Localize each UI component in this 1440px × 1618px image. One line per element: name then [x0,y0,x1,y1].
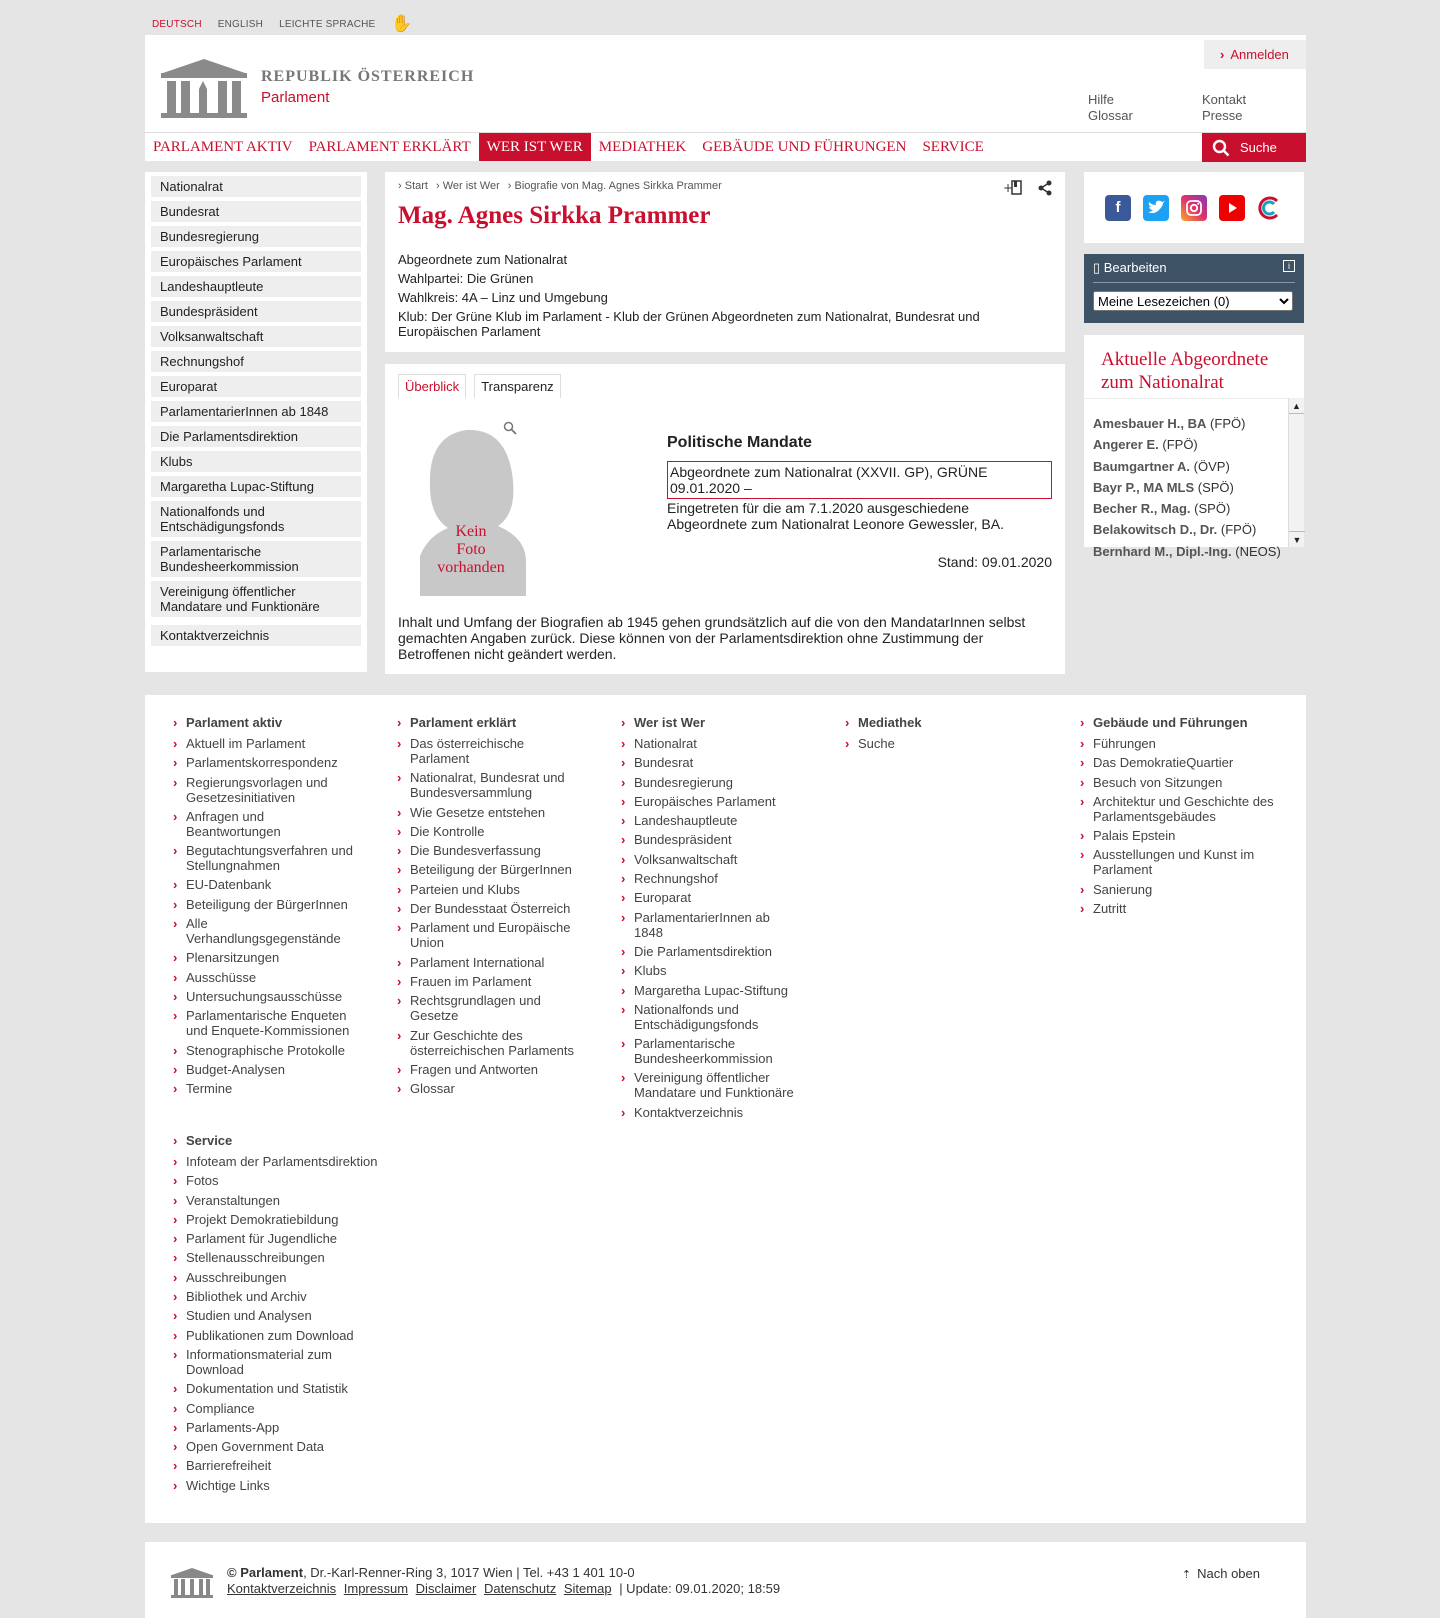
sidebar-item-margaretha-lupac-stiftung[interactable]: Margaretha Lupac-Stiftung [151,476,361,497]
footer-bottom [145,1542,1306,1618]
footer-link[interactable]: › Das DemokratieQuartier [1080,755,1275,770]
tab-transparenz[interactable]: Transparenz [474,374,561,398]
nav-parlament-erklaert[interactable]: PARLAMENT ERKLÄRT [308,139,471,155]
footer-link[interactable]: › Nationalfonds und Entschädigungsfonds [621,1002,801,1032]
footer-link[interactable]: › Die Parlamentsdirektion [621,944,801,959]
profile-panel [385,172,1065,352]
mp-name: Belakowitsch D., Dr. [1093,522,1218,538]
footer-heading[interactable]: › Gebäude und Führungen [1080,715,1275,730]
sidebar-item-volksanwaltschaft[interactable]: Volksanwaltschaft [151,326,361,347]
footer-link[interactable]: › Wichtige Links [173,1478,393,1493]
footer-col-parlament-erklaert [397,715,577,1100]
footer-link[interactable]: › Nationalrat [621,736,801,751]
mp-list-item[interactable] [1093,519,1279,540]
sidebar-item-bundesregierung[interactable]: Bundesregierung [151,226,361,247]
sidebar-item-rechnungshof[interactable]: Rechnungshof [151,351,361,372]
footer-link[interactable]: › Termine [173,1081,358,1096]
mp-party: (SPÖ) [1197,479,1234,495]
mandate-line2: 09.01.2020 – [670,480,752,496]
twitter-icon[interactable] [1143,195,1169,221]
footer-link[interactable]: › Volksanwaltschaft [621,852,801,867]
footer-link[interactable]: › Rechnungshof [621,871,801,886]
lang-easy-link[interactable]: LEICHTE SPRACHE [279,18,376,30]
photo-text-2: Foto [456,541,486,558]
photo-text-1: Kein [455,523,487,540]
footer-link[interactable]: › Studien und Analysen [173,1308,393,1323]
sidebar-item-nationalrat[interactable]: Nationalrat [151,176,361,197]
logo-line1: REPUBLIK ÖSTERREICH [261,68,475,85]
sidebar-item-parlamentarische-bundesheerkommission[interactable]: Parlamentarische Bundesheerkommission [151,541,361,577]
main-nav [145,132,1306,161]
footer-link-impressum[interactable]: Impressum [343,1581,409,1596]
footer-link[interactable]: › Dokumentation und Statistik [173,1381,393,1396]
mps-scrollbar[interactable]: ▲ ▼ [1288,398,1304,547]
page-tools [1003,180,1053,196]
mp-list-item[interactable] [1093,477,1279,498]
mp-list-item[interactable] [1093,541,1279,562]
footer-link[interactable]: › Die Kontrolle [397,824,577,839]
footer-link[interactable]: › Stellenausschreibungen [173,1250,393,1265]
mp-name: Becher R., Mag. [1093,501,1191,517]
mp-party: (ÖVP) [1193,458,1230,474]
mp-party: (FPÖ) [1210,416,1246,431]
footer-link[interactable]: › Untersuchungsausschüsse [173,989,358,1004]
footer-sitemap [145,695,1306,1523]
mp-list-item[interactable] [1093,456,1279,477]
footer-col-mediathek [845,715,1025,755]
sidebar-item-bundesrat[interactable]: Bundesrat [151,201,361,222]
mp-name: Angerer E. [1093,437,1159,453]
overview-panel [385,364,1065,674]
footer-link[interactable]: › Das österreichische Parlament [397,736,577,766]
arrow-up-icon: ⇡ [1181,1569,1192,1581]
share-icon[interactable] [1037,180,1053,196]
page-title: Mag. Agnes Sirkka Prammer [398,202,711,229]
footer-link[interactable]: › Fragen und Antworten [397,1062,577,1077]
biography-disclaimer: Inhalt und Umfang der Biografien ab 1945 gehen grundsätzlich auf die von den MandatarInnen selbst gemachten Angaben zurück. Diese können von der Parlamentsdirektion ohne Zustimmung der Betroffenen nicht geändert werden. [398,614,1026,662]
footer-link[interactable]: › Kontaktverzeichnis [621,1105,801,1120]
bearbeiten-title: ▯ Bearbeiten [1093,260,1167,275]
sidebar-item-nationalfonds-und-entschaedigungsfonds[interactable]: Nationalfonds und Entschädigungsfonds [151,501,361,537]
nav-mediathek[interactable]: MEDIATHEK [598,139,687,155]
mandate-stand: Stand: 09.01.2020 [937,554,1052,570]
footer-link[interactable]: › Die Bundesverfassung [397,843,577,858]
current-mps-list[interactable] [1084,398,1288,559]
footer-link-disclaimer[interactable]: Disclaimer [415,1581,477,1596]
footer-link[interactable]: › Parlamentarische Bundesheerkommission [621,1036,801,1066]
profile-wahlkreis: Wahlkreis: 4A – Linz und Umgebung [398,290,608,305]
parliament-small-logo [170,1566,214,1598]
profile-info [398,250,1052,339]
sidebar [145,172,367,672]
mp-name: Amesbauer H., BA [1093,416,1207,431]
toplinks-right [1202,92,1246,124]
footer-heading[interactable]: › Wer ist Wer [621,715,801,730]
parliament-building-icon [159,55,249,119]
lang-de-link[interactable]: DEUTSCH [152,18,202,30]
footer-heading[interactable]: › Parlament aktiv [173,715,358,730]
youtube-icon[interactable] [1219,195,1245,221]
footer-link[interactable]: › Europäisches Parlament [621,794,801,809]
tab-ueberblick[interactable]: Überblick [398,374,466,398]
footer-link[interactable]: › Palais Epstein [1080,828,1275,843]
language-bar [152,14,413,34]
footer-link[interactable]: › Nationalrat, Bundesrat und Bundesversammlung [397,770,577,800]
footer-link[interactable]: › Parlament und Europäische Union [397,920,577,950]
footer-link[interactable]: › Landeshauptleute [621,813,801,828]
tab-bar [398,374,1052,398]
instagram-icon[interactable] [1181,195,1207,221]
footer-link[interactable]: › Fotos [173,1173,393,1188]
nav-wer-ist-wer[interactable]: WER IST WER [479,133,591,161]
bookmark-add-icon[interactable] [1003,180,1023,196]
footer-link[interactable]: › Regierungsvorlagen und Gesetzesinitiativen [173,775,358,805]
sign-language-icon[interactable]: ✋ [391,14,413,33]
mp-party: (FPÖ) [1220,522,1257,538]
footer-link[interactable]: › Parlamentskorrespondenz [173,755,358,770]
footer-link[interactable]: › Europarat [621,890,801,905]
bookmarks-select[interactable] [1093,291,1293,311]
login-button[interactable]: › Anmelden [1204,40,1306,69]
footer-link[interactable]: › Vereinigung öffentlicher Mandatare und Funktionäre [621,1070,801,1100]
footer-text [227,1565,780,1597]
footer-link[interactable]: › Frauen im Parlament [397,974,577,989]
footer-link[interactable]: › Parlament für Jugendliche [173,1231,393,1246]
footer-link[interactable]: › Wie Gesetze entstehen [397,805,577,820]
footer-col-parlament-aktiv [173,715,358,1100]
nav-service[interactable]: SERVICE [922,139,984,155]
footer-link[interactable]: › Bibliothek und Archiv [173,1289,393,1304]
footer-link[interactable]: › Open Government Data [173,1439,393,1454]
mp-list-item[interactable] [1093,413,1279,434]
mp-list-item[interactable] [1093,498,1279,519]
sidebar-item-parlamentarierinnen-ab-1848[interactable]: ParlamentarierInnen ab 1848 [151,401,361,422]
breadcrumb [398,180,1052,192]
site-header [145,35,1306,161]
mp-name: Bayr P., MA MLS [1093,479,1195,495]
mp-list-item[interactable] [1093,434,1279,455]
footer-link[interactable]: › EU-Datenbank [173,877,358,892]
footer-link[interactable]: › Parteien und Klubs [397,882,577,897]
footer-link[interactable]: › Infoteam der Parlamentsdirektion [173,1154,393,1169]
mp-party: (NEOS) [1235,543,1281,559]
photo-text-3: vorhanden [437,559,505,576]
footer-link[interactable]: › Veranstaltungen [173,1193,393,1208]
footer-link[interactable]: › Der Bundesstaat Österreich [397,901,577,916]
footer-link-sitemap[interactable]: Sitemap [563,1581,612,1596]
bearbeiten-panel [1084,254,1304,323]
sidebar-item-europarat[interactable]: Europarat [151,376,361,397]
footer-link-kontakt[interactable]: Kontaktverzeichnis [227,1581,337,1596]
info-icon[interactable]: i [1283,260,1295,272]
footer-link[interactable]: › Glossar [397,1081,577,1096]
mandate-heading: Politische Mandate [667,434,812,451]
sidebar-item-europaeisches-parlament[interactable]: Europäisches Parlament [151,251,361,272]
footer-link[interactable]: › Architektur und Geschichte des Parlamentsgebäudes [1080,794,1275,824]
glossar-link[interactable]: Glossar [1088,108,1133,123]
footer-col-gebaeude-und-fuehrungen [1080,715,1275,920]
zoom-icon[interactable] [503,421,517,435]
demokratie-icon[interactable] [1257,195,1283,221]
footer-link[interactable]: › Parlaments-App [173,1420,393,1435]
footer-link[interactable]: › Parlamentarische Enqueten und Enquete-Kommissionen [173,1008,358,1038]
mandate-section [667,434,1052,570]
footer-link[interactable]: › Klubs [621,963,801,978]
footer-heading[interactable]: › Parlament erklärt [397,715,577,730]
footer-update: | Update: 09.01.2020; 18:59 [619,1581,781,1596]
back-to-top-link[interactable]: ⇡ Nach oben [1181,1566,1260,1581]
footer-link[interactable]: › Bundespräsident [621,832,801,847]
footer-link[interactable]: › Publikationen zum Download [173,1328,393,1343]
breadcrumb-start[interactable]: › Start [398,180,428,192]
parliament-logo[interactable] [159,55,474,119]
footer-link[interactable]: › Führungen [1080,736,1275,751]
footer-address: , Dr.-Karl-Renner-Ring 3, 1017 Wien | Tel. +43 1 401 10-0 [303,1565,635,1580]
sidebar-item-landeshauptleute[interactable]: Landeshauptleute [151,276,361,297]
footer-col-service [173,1133,393,1497]
social-links [1084,172,1304,243]
sidebar-item-bundespraesident[interactable]: Bundespräsident [151,301,361,322]
mandate-box [667,461,1052,499]
current-mps-panel [1084,335,1304,559]
footer-link[interactable]: › ParlamentarierInnen ab 1848 [621,910,801,940]
profile-role: Abgeordnete zum Nationalrat [398,252,568,267]
profile-klub: Klub: Der Grüne Klub im Parlament - Klub der Grünen Abgeordneten zum Nationalrat, Bundesrat und Europäischen Parlament [398,309,980,339]
footer-link[interactable]: › Margaretha Lupac-Stiftung [621,983,801,998]
footer-link[interactable]: › Ausstellungen und Kunst im Parlament [1080,847,1275,877]
nav-gebaeude[interactable]: GEBÄUDE UND FÜHRUNGEN [702,139,907,155]
mp-name: Bernhard M., Dipl.-Ing. [1093,543,1232,559]
footer-link[interactable]: › Barrierefreiheit [173,1458,393,1473]
footer-link[interactable]: › Begutachtungsverfahren und Stellungnahmen [173,843,358,873]
sidebar-item-vereinigung-oeffentlicher-mandatare-und-funktionaere[interactable]: Vereinigung öffentlicher Mandatare und Funktionäre [151,581,361,617]
sidebar-item-kontaktverzeichnis[interactable]: Kontaktverzeichnis [151,625,361,646]
mandate-line1: Abgeordnete zum Nationalrat (XXVII. GP), GRÜNE [670,464,988,480]
profile-partei: Wahlpartei: Die Grünen [398,271,534,286]
footer-link[interactable]: › Stenographische Protokolle [173,1043,358,1058]
footer-link[interactable]: › Zutritt [1080,901,1275,916]
footer-link[interactable]: › Suche [845,736,1025,751]
footer-copyright: © Parlament [227,1565,304,1580]
footer-link[interactable]: › Ausschreibungen [173,1270,393,1285]
kontakt-link[interactable]: Kontakt [1202,92,1247,107]
facebook-icon[interactable]: f [1105,195,1131,221]
toplinks-left [1088,92,1133,124]
presse-link[interactable]: Presse [1202,108,1243,123]
footer-link[interactable]: › Alle Verhandlungsgegenstände [173,916,358,946]
mandate-note: Eingetreten für die am 7.1.2020 ausgeschiedene Abgeordnete zum Nationalrat Leonore Gewessler, BA. [667,500,1004,532]
footer-link[interactable]: › Beteiligung der BürgerInnen [397,862,577,877]
footer-link[interactable]: › Zur Geschichte des österreichischen Parlaments [397,1028,577,1058]
footer-link[interactable]: › Besuch von Sitzungen [1080,775,1275,790]
hilfe-link[interactable]: Hilfe [1088,92,1115,107]
footer-link[interactable]: › Compliance [173,1401,393,1416]
logo-line2: Parlament [261,89,330,106]
footer-link[interactable]: › Ausschüsse [173,970,358,985]
footer-link[interactable]: › Anfragen und Beantwortungen [173,809,358,839]
search-button[interactable] [1202,133,1306,162]
no-photo-placeholder[interactable] [408,416,534,596]
search-label: Suche [1240,140,1277,155]
footer-link[interactable]: › Budget-Analysen [173,1062,358,1077]
footer-link[interactable]: › Beteiligung der BürgerInnen [173,897,358,912]
mp-party: (FPÖ) [1162,437,1198,453]
footer-col-wer-ist-wer [621,715,801,1124]
footer-link[interactable]: › Rechtsgrundlagen und Gesetze [397,993,577,1023]
footer-link[interactable]: › Projekt Demokratiebildung [173,1212,393,1227]
footer-link[interactable]: › Plenarsitzungen [173,950,358,965]
search-icon [1212,139,1230,157]
breadcrumb-wer-ist-wer[interactable]: › Wer ist Wer [436,180,500,192]
nav-parlament-aktiv[interactable]: PARLAMENT AKTIV [153,139,293,155]
lang-en-link[interactable]: ENGLISH [217,18,264,30]
footer-heading[interactable]: › Mediathek [845,715,1025,730]
sidebar-item-klubs[interactable]: Klubs [151,451,361,472]
mp-party: (SPÖ) [1194,501,1231,517]
mp-name: Baumgartner A. [1093,458,1191,474]
footer-link[interactable]: › Informationsmaterial zum Download [173,1347,393,1377]
footer-link[interactable]: › Aktuell im Parlament [173,736,358,751]
footer-link[interactable]: › Bundesregierung [621,775,801,790]
sidebar-item-die-parlamentsdirektion[interactable]: Die Parlamentsdirektion [151,426,361,447]
footer-link[interactable]: › Bundesrat [621,755,801,770]
svg-text:+: + [1003,181,1014,195]
footer-link[interactable]: › Parlament International [397,955,577,970]
current-mps-title: Aktuelle Abgeordnete zum Nationalrat [1101,349,1269,393]
footer-heading[interactable]: › Service [173,1133,393,1148]
footer-link-datenschutz[interactable]: Datenschutz [483,1581,557,1596]
breadcrumb-current: › Biografie von Mag. Agnes Sirkka Prammer [508,180,722,192]
footer-link[interactable]: › Sanierung [1080,882,1275,897]
